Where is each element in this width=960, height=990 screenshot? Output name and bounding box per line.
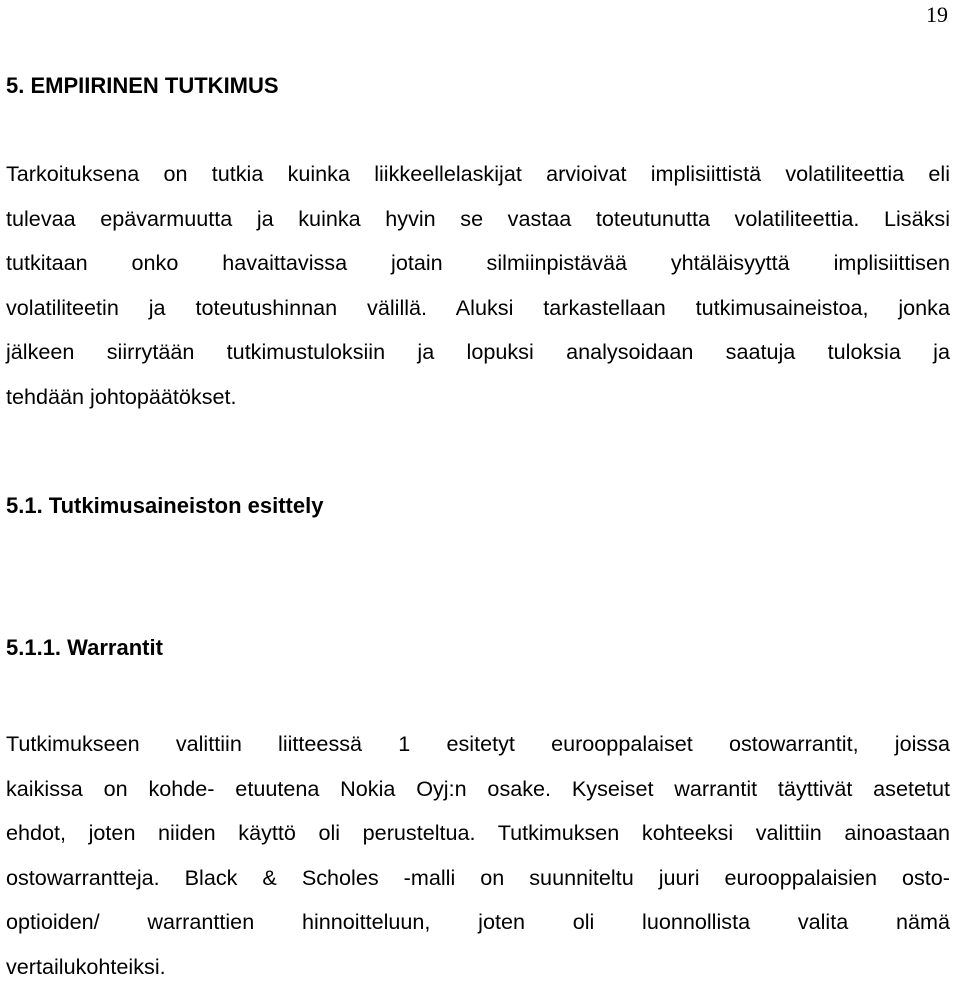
intro-line: tutkitaan onko havaittavissa jotain silmiinpistävää yhtäläisyyttä implisiittisen [6, 250, 950, 276]
section-heading-5-1: 5.1. Tutkimusaineiston esittely [6, 493, 324, 518]
body-line: kaikissa on kohde- etuutena Nokia Oyj:n osake. Kyseiset warrantit täyttivät asetetut [6, 775, 950, 801]
body-line: ehdot, joten niiden käyttö oli perusteltua. Tutkimuksen kohteeksi valittiin ainoastaan [6, 820, 950, 846]
intro-line: volatiliteetin ja toteutushinnan välillä. Aluksi tarkastellaan tutkimusaineistoa, jonka [6, 294, 950, 320]
intro-paragraph [6, 152, 950, 420]
intro-line: tehdään johtopäätökset. [6, 383, 237, 409]
intro-line: jälkeen siirrytään tutkimustuloksiin ja lopuksi analysoidaan saatuja tuloksia ja [6, 339, 950, 365]
main-heading: 5. EMPIIRINEN TUTKIMUS [6, 73, 279, 98]
page-number: 19 [926, 2, 948, 27]
warrants-paragraph [6, 722, 950, 990]
body-line: optioiden/ warranttien hinnoitteluun, joten oli luonnollista valita nämä [6, 909, 950, 935]
body-line: Tutkimukseen valittiin liitteessä 1 esitetyt eurooppalaiset ostowarrantit, joissa [6, 731, 950, 756]
body-line: ostowarrantteja. Black & Scholes -malli on suunniteltu juuri eurooppalaisien osto- [6, 864, 950, 890]
intro-line: Tarkoituksena on tutkia kuinka liikkeellelaskijat arvioivat implisiittistä volatiliteettia eli [6, 161, 950, 186]
intro-line: tulevaa epävarmuutta ja kuinka hyvin se vastaa toteutunutta volatiliteettia. Lisäksi [6, 205, 950, 231]
body-line: vertailukohteiksi. [6, 953, 166, 979]
section-heading-5-1-1: 5.1.1. Warrantit [6, 635, 163, 660]
